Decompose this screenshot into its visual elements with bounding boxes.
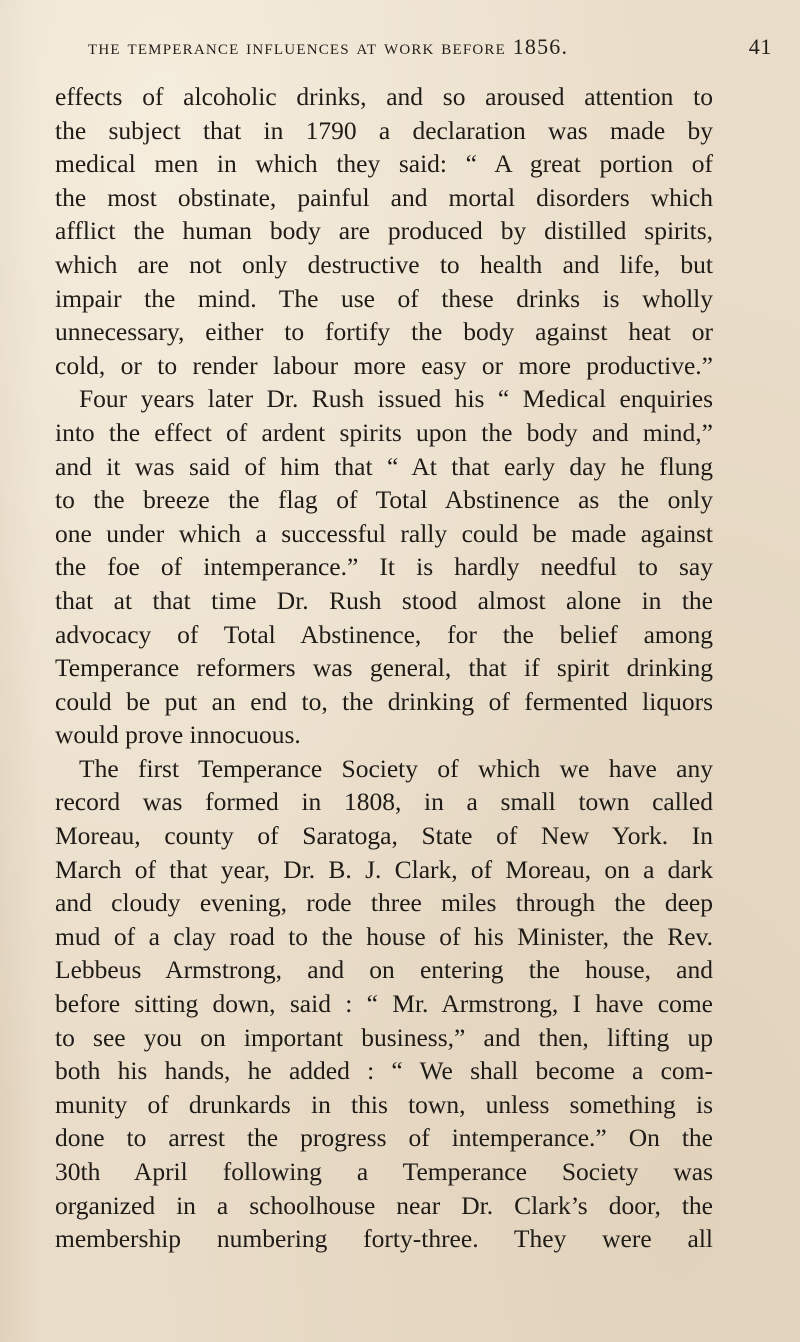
text-line: both his hands, he added : “ We shall become a com-: [55, 1056, 713, 1086]
text-line: done to arrest the progress of intemperance.” On the: [55, 1123, 713, 1153]
text-line: unnecessary, either to fortify the body against heat or: [55, 317, 713, 347]
text-line: and it was said of him that “ At that early day he flung: [55, 451, 713, 481]
text-line: before sitting down, said : “ Mr. Armstrong, I have come: [55, 989, 713, 1019]
running-head-title: the temperance influences at work before 1856.: [88, 34, 569, 59]
text-line: that at that time Dr. Rush stood almost alone in the: [55, 585, 713, 615]
text-line: membership numbering forty-three. They were all: [55, 1224, 713, 1254]
text-line: medical men in which they said: “ A great portion of: [55, 149, 713, 179]
text-line: afflict the human body are produced by distilled spirits,: [55, 216, 713, 246]
running-head: [88, 34, 772, 64]
text-line: Lebbeus Armstrong, and on entering the house, and: [55, 955, 713, 985]
text-line: Temperance reformers was general, that if spirit drinking: [55, 653, 713, 683]
text-line: into the effect of ardent spirits upon the body and mind,”: [55, 417, 713, 447]
text-line: the foe of intemperance.” It is hardly needful to say: [55, 552, 713, 582]
text-line: record was formed in 1808, in a small town called: [55, 787, 713, 817]
text-line: the subject that in 1790 a declaration was made by: [55, 115, 713, 145]
text-line: impair the mind. The use of these drinks is wholly: [55, 283, 713, 313]
page-number: 41: [748, 34, 772, 59]
text-line: munity of drunkards in this town, unless something is: [55, 1089, 713, 1119]
text-line: could be put an end to, the drinking of fermented liquors: [55, 686, 713, 716]
text-line: cold, or to render labour more easy or more productive.”: [55, 350, 713, 380]
text-line: effects of alcoholic drinks, and so aroused attention to: [55, 82, 713, 111]
text-line: would prove innocuous.: [55, 720, 301, 750]
text-line: to the breeze the flag of Total Abstinence as the only: [55, 485, 713, 515]
text-line: which are not only destructive to health and life, but: [55, 249, 713, 279]
text-line: mud of a clay road to the house of his Minister, the Rev.: [55, 921, 713, 951]
text-line: one under which a successful rally could be made against: [55, 518, 713, 548]
text-line: The first Temperance Society of which we have any: [79, 753, 713, 783]
text-line: Four years later Dr. Rush issued his “ Medical enquiries: [79, 384, 713, 414]
text-line: advocacy of Total Abstinence, for the belief among: [55, 619, 713, 649]
text-line: organized in a schoolhouse near Dr. Clark’s door, the: [55, 1190, 713, 1220]
text-line: to see you on important business,” and then, lifting up: [55, 1022, 713, 1052]
text-line: Moreau, county of Saratoga, State of New York. In: [55, 821, 713, 851]
text-line: and cloudy evening, rode three miles through the deep: [55, 888, 713, 918]
body-text: [55, 80, 713, 1256]
text-line: the most obstinate, painful and mortal disorders which: [55, 182, 713, 212]
text-line: March of that year, Dr. B. J. Clark, of Moreau, on a dark: [55, 854, 713, 884]
text-line: 30th April following a Temperance Society was: [55, 1157, 713, 1186]
